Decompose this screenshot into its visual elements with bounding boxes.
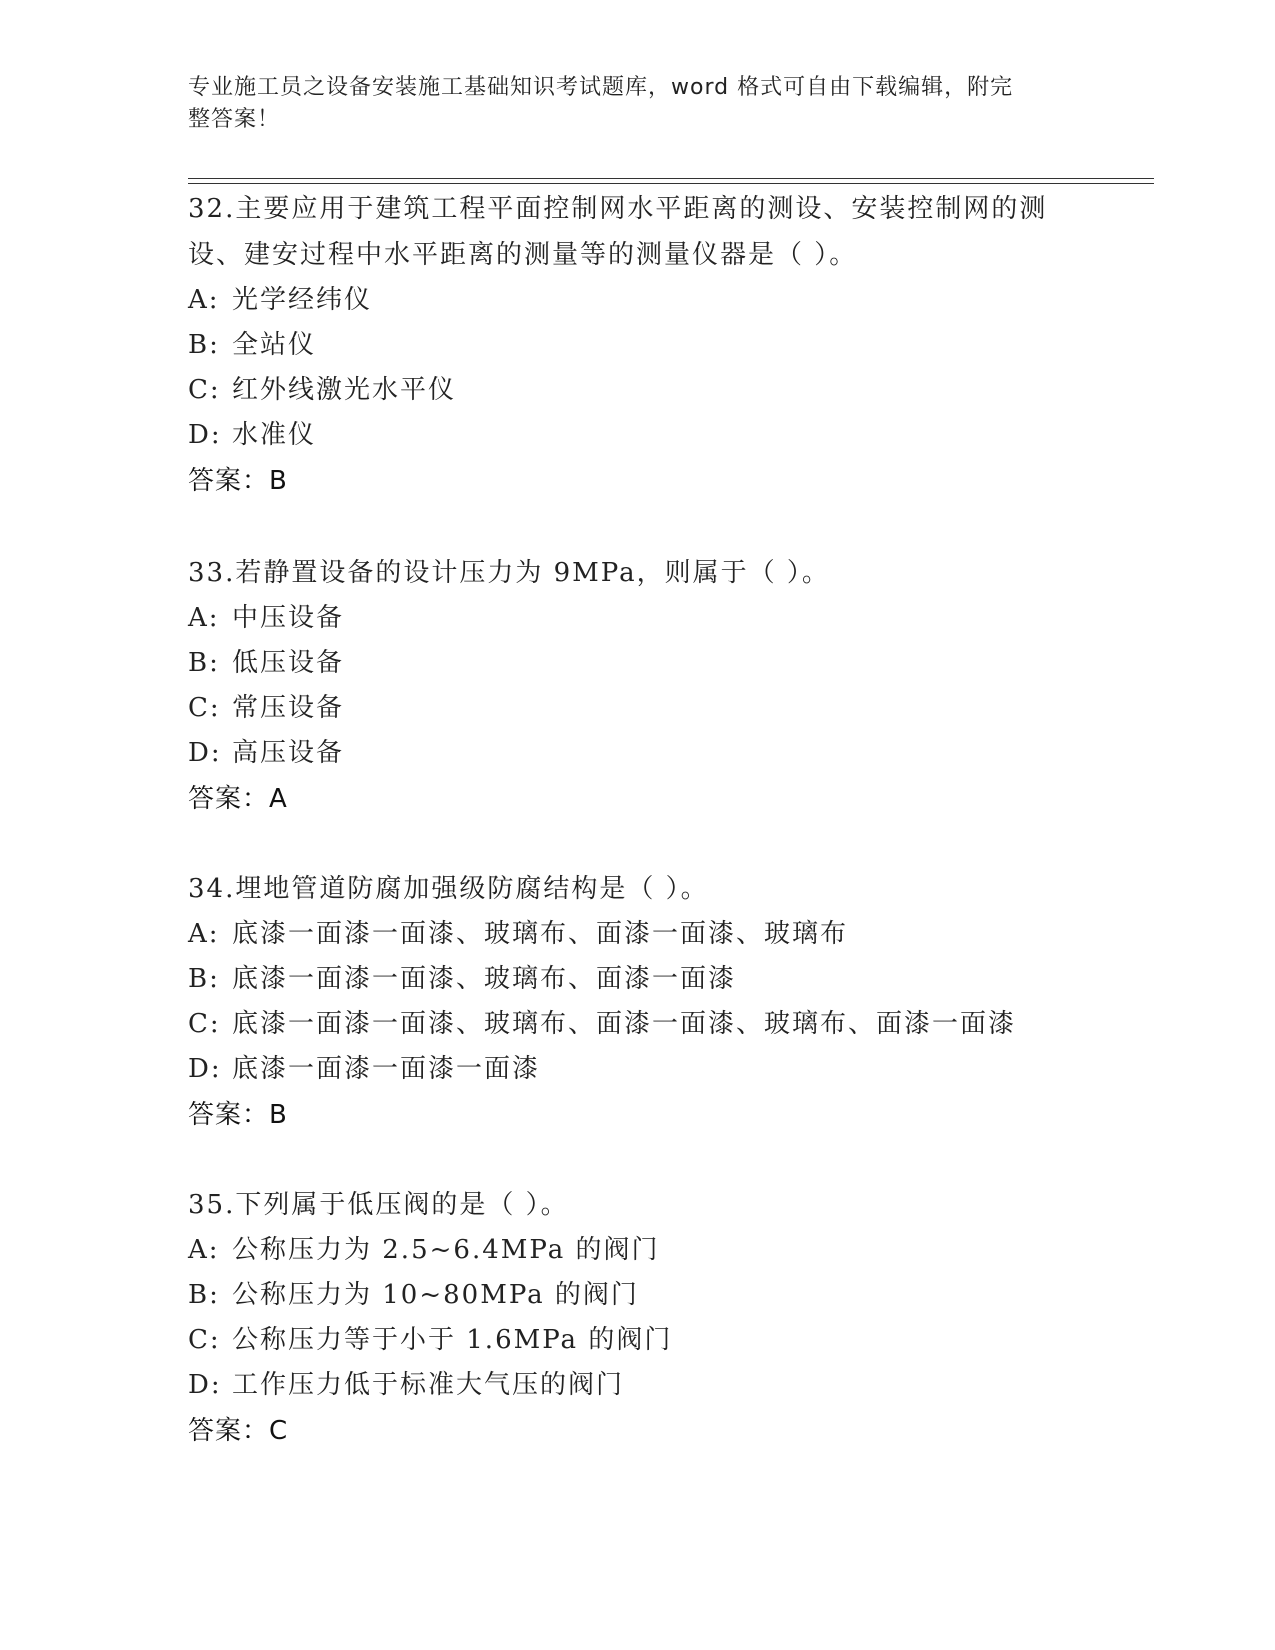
option-key: A: <box>188 1235 220 1265</box>
option-text: 高压设备 <box>232 738 345 768</box>
option-d <box>188 413 1088 458</box>
option-text: 公称压力为 2.5~6.4MPa 的阀门 <box>232 1235 660 1265</box>
option-key: B: <box>188 648 220 678</box>
option-d <box>188 1363 1088 1408</box>
question-stem <box>188 550 1088 596</box>
option-c <box>188 686 1088 731</box>
option-key: C: <box>188 693 221 723</box>
question-33 <box>188 550 1088 822</box>
option-text: 底漆一面漆一面漆、玻璃布、面漆一面漆、玻璃布 <box>232 919 849 949</box>
question-stem-line-1: 32.主要应用于建筑工程平面控制网水平距离的测设、安装控制网的测 <box>188 194 1048 224</box>
option-key: A: <box>188 603 220 633</box>
option-c <box>188 1318 1088 1363</box>
header-line-1: 专业施工员之设备安装施工基础知识考试题库，word 格式可自由下载编辑，附完 <box>188 75 1014 100</box>
option-b <box>188 957 1088 1002</box>
option-text: 公称压力等于小于 1.6MPa 的阀门 <box>232 1325 673 1355</box>
option-text: 光学经纬仪 <box>232 285 373 315</box>
option-c <box>188 368 1088 413</box>
answer: 答案：B <box>188 466 288 496</box>
option-key: B: <box>188 1280 220 1310</box>
option-key: D: <box>188 1370 222 1400</box>
option-key: A: <box>188 285 220 315</box>
option-text: 底漆一面漆一面漆、玻璃布、面漆一面漆 <box>232 964 737 994</box>
option-text: 底漆一面漆一面漆、玻璃布、面漆一面漆、玻璃布、面漆一面漆 <box>232 1009 1017 1039</box>
question-stem-line-1: 34.埋地管道防腐加强级防腐结构是（ ）。 <box>188 874 709 904</box>
option-key: A: <box>188 919 220 949</box>
option-key: C: <box>188 375 221 405</box>
option-key: D: <box>188 1054 222 1084</box>
question-stem-line-1: 35.下列属于低压阀的是（ ）。 <box>188 1190 569 1220</box>
header-line-2: 整答案！ <box>188 107 281 132</box>
option-a <box>188 278 1088 323</box>
option-a <box>188 1228 1088 1273</box>
question-stem <box>188 186 1088 278</box>
question-stem <box>188 866 1088 912</box>
question-34 <box>188 866 1088 1138</box>
option-a <box>188 912 1088 957</box>
option-key: C: <box>188 1325 221 1355</box>
question-32 <box>188 186 1088 504</box>
option-key: C: <box>188 1009 221 1039</box>
option-b <box>188 641 1088 686</box>
option-d <box>188 731 1088 776</box>
option-text: 公称压力为 10~80MPa 的阀门 <box>232 1280 639 1310</box>
option-key: D: <box>188 420 222 450</box>
option-text: 底漆一面漆一面漆一面漆 <box>232 1054 541 1084</box>
option-key: D: <box>188 738 222 768</box>
question-stem-line-1: 33.若静置设备的设计压力为 9MPa，则属于（ ）。 <box>188 558 830 588</box>
option-text: 常压设备 <box>232 693 345 723</box>
option-b <box>188 323 1088 368</box>
option-b <box>188 1273 1088 1318</box>
option-key: B: <box>188 330 220 360</box>
option-text: 全站仪 <box>232 330 317 360</box>
option-text: 红外线激光水平仪 <box>232 375 457 405</box>
option-d <box>188 1047 1088 1092</box>
page-header <box>188 72 1068 136</box>
option-text: 水准仪 <box>232 420 317 450</box>
option-text: 低压设备 <box>232 648 345 678</box>
option-key: B: <box>188 964 220 994</box>
option-a <box>188 596 1088 641</box>
option-text: 工作压力低于标准大气压的阀门 <box>232 1370 625 1400</box>
header-divider <box>188 178 1154 184</box>
question-stem <box>188 1182 1088 1228</box>
answer: 答案：C <box>188 1416 289 1446</box>
question-35 <box>188 1182 1088 1454</box>
question-stem-line-2: 设、建安过程中水平距离的测量等的测量仪器是（ ）。 <box>188 240 858 270</box>
option-text: 中压设备 <box>232 603 345 633</box>
answer: 答案：B <box>188 1100 288 1130</box>
option-c <box>188 1002 1088 1047</box>
answer: 答案：A <box>188 784 288 814</box>
